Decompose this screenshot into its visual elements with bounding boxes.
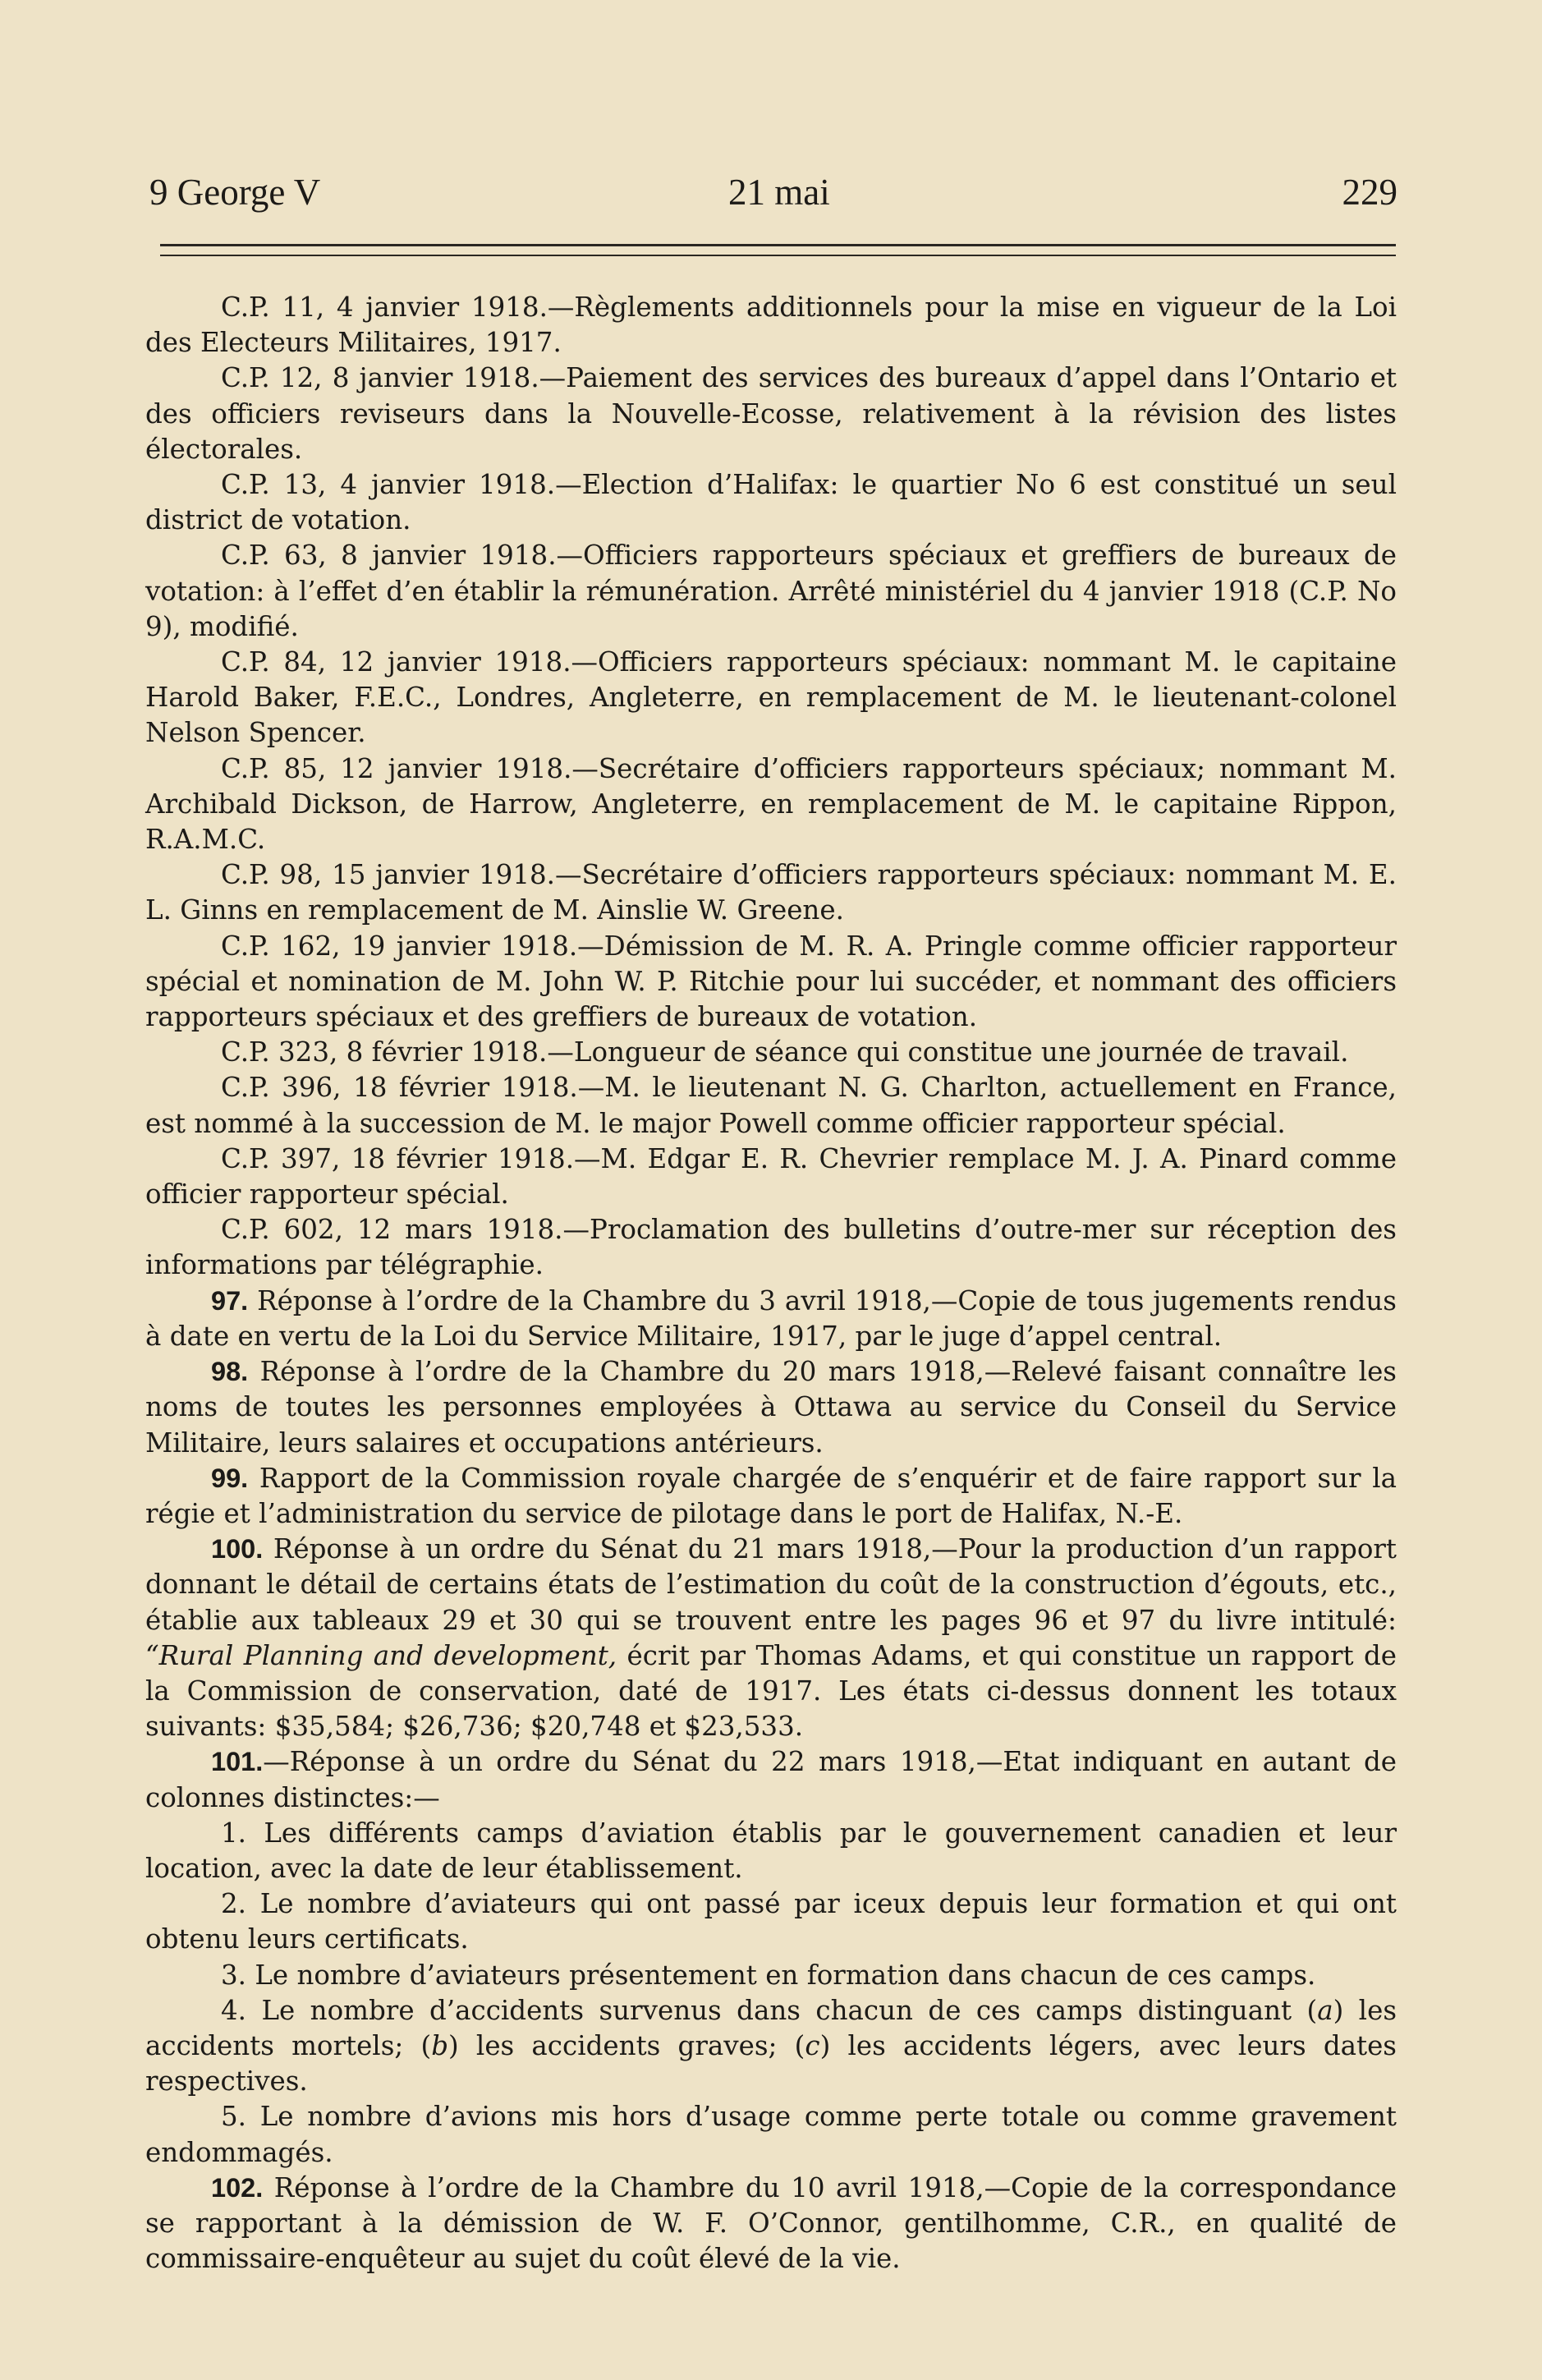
item-number: 100. xyxy=(211,1534,264,1564)
item-text: Réponse à l’ordre de la Chambre du 3 avril 1918,—Copie de tous jugements rendus à date en vertu de la Loi du Service Militaire, 1917, par le juge d’appel central. xyxy=(145,1284,1397,1352)
header-rule-bottom xyxy=(160,255,1396,256)
entry-cp-397: C.P. 397, 18 février 1918.—M. Edgar E. R. Chevrier remplace M. J. A. Pinard comme officier rapporteur spécial. xyxy=(145,1142,1397,1211)
item-101-point-1: 1. Les différents camps d’aviation établis par le gouvernement canadien et leur location, avec la date de leur établissement. xyxy=(145,1817,1397,1884)
header-rule-top xyxy=(160,244,1396,246)
running-header xyxy=(149,164,1397,230)
item-102 xyxy=(145,2171,1397,2277)
entry-cp-12: C.P. 12, 8 janvier 1918.—Paiement des services des bureaux d’appel dans l’Ontario et des officiers reviseurs dans la Nouvelle-Ecosse, relativement à la révision des listes électorales. xyxy=(145,362,1397,465)
entry-cp-85: C.P. 85, 12 janvier 1918.—Secrétaire d’officiers rapporteurs spéciaux; nommant M. Archibald Dickson, de Harrow, Angleterre, en remplacement de M. le capitaine Rippon, R.A.M.C. xyxy=(145,752,1397,856)
item-98 xyxy=(145,1354,1397,1461)
page-body xyxy=(145,290,1397,2277)
header-regnal-year: 9 George V xyxy=(149,172,321,213)
item-text: Réponse à l’ordre de la Chambre du 20 mars 1918,—Relevé faisant connaître les noms de toutes les personnes employées à Ottawa au service du Conseil du Service Militaire, leurs salaires et occupations antérieurs. xyxy=(145,1356,1397,1459)
item-text: Réponse à un ordre du Sénat du 21 mars 1918,—Pour la production d’un rapport donnant le détail de certains états de l’estimation du coût de la construction d’égouts, etc., établie aux tableaux 29 et 30 qui se trouvent entre les pages 96 et 97 du livre intitulé: xyxy=(145,1533,1397,1636)
header-date: 21 mai xyxy=(728,172,830,213)
item-101 xyxy=(145,1744,1397,1815)
item-number: 99. xyxy=(211,1463,249,1493)
item-101-point-4: 4. Le nombre d’accidents survenus dans chacun de ces camps distinguant (a) les accidents mortels; (b) les accidents graves; (c) les accidents légers, avec leurs dates respectives. xyxy=(145,1994,1397,2097)
entry-cp-63: C.P. 63, 8 janvier 1918.—Officiers rapporteurs spéciaux et greffiers de bureaux de votation: à l’effet d’en établir la rémunération. Arrêté ministériel du 4 janvier 1918 (C.P. No 9), modifié. xyxy=(145,540,1397,642)
entry-cp-98: C.P. 98, 15 janvier 1918.—Secrétaire d’officiers rapporteurs spéciaux: nommant M. E. L. Ginns en remplacement de M. Ainslie W. Greene. xyxy=(145,859,1397,926)
book-title: “Rural Planning and development, xyxy=(145,1639,617,1671)
item-101-point-3: 3. Le nombre d’aviateurs présentement en formation dans chacun de ces camps. xyxy=(221,1959,1316,1991)
item-text: Rapport de la Commission royale chargée de s’enquérir et de faire rapport sur la régie et l’administration du service de pilotage dans le port de Halifax, N.-E. xyxy=(145,1462,1397,1529)
entry-cp-323: C.P. 323, 8 février 1918.—Longueur de séance qui constitue une journée de travail. xyxy=(221,1036,1349,1068)
item-number: 97. xyxy=(211,1285,249,1316)
entry-cp-84: C.P. 84, 12 janvier 1918.—Officiers rapporteurs spéciaux: nommant M. le capitaine Harold Baker, F.E.C., Londres, Angleterre, en remplacement de M. le lieutenant-colonel Nelson Spencer. xyxy=(145,646,1397,749)
page-number: 229 xyxy=(1342,172,1397,213)
item-text: —Réponse à un ordre du Sénat du 22 mars 1918,—Etat indiquant en autant de colonnes distinctes:— xyxy=(145,1746,1397,1813)
item-number: 98. xyxy=(211,1357,249,1387)
entry-cp-162: C.P. 162, 19 janvier 1918.—Démission de M. R. A. Pringle comme officier rapporteur spécial et nomination de M. John W. P. Ritchie pour lui succéder, et nommant des officiers rapporteurs spéciaux et des greffiers de bureaux de votation. xyxy=(145,930,1397,1033)
item-99 xyxy=(145,1461,1397,1532)
item-100 xyxy=(145,1532,1397,1744)
item-97 xyxy=(145,1284,1397,1354)
item-101-point-5: 5. Le nombre d’avions mis hors d’usage comme perte totale ou comme gravement endommagés. xyxy=(145,2101,1397,2168)
entry-cp-13: C.P. 13, 4 janvier 1918.—Election d’Halifax: le quartier No 6 est constitué un seul district de votation. xyxy=(145,469,1397,536)
entry-cp-396: C.P. 396, 18 février 1918.—M. le lieutenant N. G. Charlton, actuellement en France, est nommé à la succession de M. le major Powell comme officier rapporteur spécial. xyxy=(145,1072,1397,1139)
entry-cp-11: C.P. 11, 4 janvier 1918.—Règlements additionnels pour la mise en vigueur de la Loi des Electeurs Militaires, 1917. xyxy=(145,292,1397,359)
item-text-continued: écrit par Thomas Adams, et qui constitue un rapport de la Commission de conservation, daté de 1917. Les états ci-dessus donnent les totaux suivants: $35,584; $26,736; $20,748 et $23,533. xyxy=(145,1639,1397,1743)
item-number: 102. xyxy=(211,2172,264,2203)
entry-cp-602: C.P. 602, 12 mars 1918.—Proclamation des bulletins d’outre-mer sur réception des informations par télégraphie. xyxy=(145,1214,1397,1281)
item-text: Réponse à l’ordre de la Chambre du 10 avril 1918,—Copie de la correspondance se rapportant à la démission de W. F. O’Connor, gentilhomme, C.R., en qualité de commissaire-enquêteur au sujet du coût élevé de la vie. xyxy=(145,2171,1397,2275)
item-number: 101. xyxy=(211,1747,264,1777)
item-101-point-2: 2. Le nombre d’aviateurs qui ont passé par iceux depuis leur formation et qui ont obtenu leurs certificats. xyxy=(145,1888,1397,1955)
